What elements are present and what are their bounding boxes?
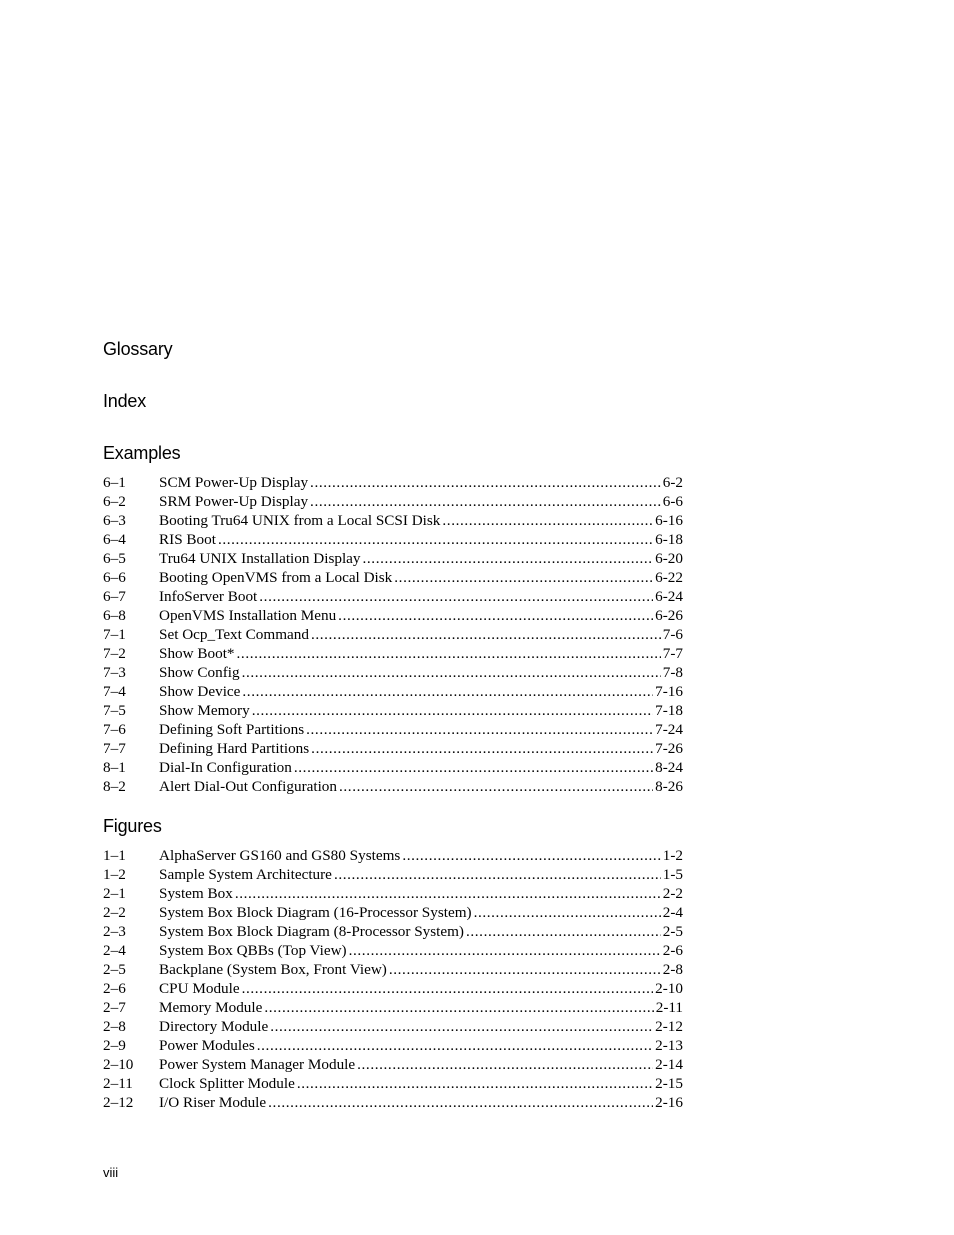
entry-title: Sample System Architecture [159, 866, 332, 883]
entry-page: 6-2 [662, 474, 683, 491]
entry-page: 8-24 [655, 759, 683, 776]
dot-leader [442, 511, 653, 530]
entry-title: Show Memory [159, 702, 250, 719]
entry-number: 2–2 [103, 904, 126, 921]
entry-number: 2–3 [103, 923, 126, 940]
dot-leader [349, 941, 661, 960]
examples-entry[interactable] [103, 511, 683, 530]
entry-title: SRM Power-Up Display [159, 493, 309, 510]
entry-page: 8-26 [655, 778, 683, 795]
dot-leader [264, 998, 653, 1017]
entry-title: SCM Power-Up Display [159, 474, 309, 491]
entry-title: Tru64 UNIX Installation Display [159, 550, 361, 567]
entry-number: 2–6 [103, 980, 126, 997]
entry-title: AlphaServer GS160 and GS80 Systems [159, 847, 401, 864]
entry-title: Memory Module [159, 999, 263, 1016]
dot-leader [235, 884, 661, 903]
dot-leader [466, 922, 661, 941]
dot-leader [389, 960, 661, 979]
figures-entry[interactable] [103, 1017, 683, 1036]
entry-number: 2–8 [103, 1018, 126, 1035]
entry-page: 1-2 [662, 847, 683, 864]
dot-leader [252, 701, 653, 720]
entry-number: 7–2 [103, 645, 126, 662]
entry-page: 2-11 [655, 999, 683, 1016]
entry-page: 2-10 [655, 980, 683, 997]
dot-leader [363, 549, 654, 568]
entry-title: Defining Soft Partitions [159, 721, 305, 738]
figures-entry[interactable] [103, 998, 683, 1017]
index-heading: Index [103, 391, 147, 411]
examples-entry[interactable] [103, 777, 683, 796]
dot-leader [339, 777, 653, 796]
entry-page: 2-6 [662, 942, 683, 959]
entry-page: 2-12 [655, 1018, 683, 1035]
entry-page: 6-26 [655, 607, 683, 624]
entry-number: 1–1 [103, 847, 126, 864]
figures-entry[interactable] [103, 960, 683, 979]
entry-page: 2-4 [662, 904, 683, 921]
entry-title: Booting Tru64 UNIX from a Local SCSI Disk [159, 512, 441, 529]
figures-entry[interactable] [103, 846, 683, 865]
entry-page: 7-6 [662, 626, 683, 643]
examples-entry[interactable] [103, 682, 683, 701]
entry-number: 6–6 [103, 569, 126, 586]
dot-leader [257, 1036, 653, 1055]
dot-leader [242, 979, 654, 998]
entry-page: 2-16 [655, 1094, 683, 1111]
entry-title: Booting OpenVMS from a Local Disk [159, 569, 393, 586]
page-number: viii [103, 1165, 119, 1180]
entry-title: Backplane (System Box, Front View) [159, 961, 387, 978]
figures-entry[interactable] [103, 1093, 683, 1112]
entry-number: 2–7 [103, 999, 126, 1016]
entry-number: 1–2 [103, 866, 126, 883]
dot-leader [242, 663, 661, 682]
examples-entry[interactable] [103, 606, 683, 625]
entry-title: Power System Manager Module [159, 1056, 356, 1073]
entry-page: 6-20 [655, 550, 683, 567]
entry-page: 7-7 [662, 645, 683, 662]
figures-list [103, 846, 683, 1112]
entry-title: Show Boot* [159, 645, 235, 662]
entry-page: 6-22 [655, 569, 683, 586]
entry-page: 2-14 [655, 1056, 683, 1073]
dot-leader [310, 492, 661, 511]
entry-number: 6–7 [103, 588, 126, 605]
entry-title: I/O Riser Module [159, 1094, 267, 1111]
figures-entry[interactable] [103, 903, 683, 922]
figures-entry[interactable] [103, 1036, 683, 1055]
entry-number: 2–5 [103, 961, 126, 978]
dot-leader [268, 1093, 653, 1112]
entry-number: 2–12 [103, 1094, 134, 1111]
figures-entry[interactable] [103, 1055, 683, 1074]
dot-leader [270, 1017, 653, 1036]
entry-page: 7-26 [655, 740, 683, 757]
dot-leader [402, 846, 660, 865]
entry-number: 7–5 [103, 702, 126, 719]
entry-page: 2-5 [662, 923, 683, 940]
examples-heading: Examples [103, 443, 181, 463]
entry-number: 2–4 [103, 942, 126, 959]
examples-entry[interactable] [103, 473, 683, 492]
dot-leader [311, 739, 653, 758]
entry-number: 2–9 [103, 1037, 126, 1054]
entry-title: OpenVMS Installation Menu [159, 607, 337, 624]
examples-entry[interactable] [103, 530, 683, 549]
examples-entry[interactable] [103, 663, 683, 682]
entry-page: 2-2 [662, 885, 683, 902]
entry-page: 2-8 [662, 961, 683, 978]
entry-number: 2–1 [103, 885, 126, 902]
entry-page: 7-24 [655, 721, 683, 738]
entry-number: 6–8 [103, 607, 126, 624]
examples-entry[interactable] [103, 587, 683, 606]
entry-title: System Box QBBs (Top View) [159, 942, 347, 959]
dot-leader [311, 625, 661, 644]
entry-number: 7–1 [103, 626, 126, 643]
examples-entry[interactable] [103, 758, 683, 777]
entry-page: 6-6 [662, 493, 683, 510]
entry-title: Show Config [159, 664, 240, 681]
entry-title: Defining Hard Partitions [159, 740, 310, 757]
entry-title: Alert Dial-Out Configuration [159, 778, 337, 795]
entry-number: 8–1 [103, 759, 126, 776]
dot-leader [297, 1074, 653, 1093]
dot-leader [394, 568, 653, 587]
entry-page: 7-16 [655, 683, 683, 700]
entry-page: 6-18 [655, 531, 683, 548]
examples-entry[interactable] [103, 701, 683, 720]
entry-number: 7–3 [103, 664, 126, 681]
entry-title: Clock Splitter Module [159, 1075, 295, 1092]
dot-leader [306, 720, 653, 739]
examples-entry[interactable] [103, 644, 683, 663]
dot-leader [237, 644, 661, 663]
entry-number: 2–10 [103, 1056, 134, 1073]
figures-heading: Figures [103, 816, 162, 836]
entry-page: 6-16 [655, 512, 683, 529]
dot-leader [294, 758, 653, 777]
dot-leader [357, 1055, 653, 1074]
examples-entry[interactable] [103, 625, 683, 644]
entry-number: 6–1 [103, 474, 126, 491]
dot-leader [218, 530, 653, 549]
figures-entry[interactable] [103, 865, 683, 884]
examples-entry[interactable] [103, 568, 683, 587]
entry-page: 2-13 [655, 1037, 683, 1054]
entry-title: System Box Block Diagram (16-Processor System) [159, 904, 472, 921]
entry-number: 6–3 [103, 512, 126, 529]
figures-entry[interactable] [103, 884, 683, 903]
examples-entry[interactable] [103, 549, 683, 568]
glossary-heading: Glossary [103, 339, 173, 359]
examples-list [103, 473, 683, 796]
dot-leader [242, 682, 653, 701]
entry-number: 6–2 [103, 493, 126, 510]
dot-leader [474, 903, 661, 922]
figures-entry[interactable] [103, 979, 683, 998]
entry-number: 2–11 [103, 1075, 133, 1092]
entry-page: 2-15 [655, 1075, 683, 1092]
entry-page: 7-8 [662, 664, 683, 681]
entry-number: 7–7 [103, 740, 126, 757]
examples-entry[interactable] [103, 739, 683, 758]
entry-page: 1-5 [662, 866, 683, 883]
entry-title: Directory Module [159, 1018, 269, 1035]
figures-entry[interactable] [103, 941, 683, 960]
entry-title: Power Modules [159, 1037, 255, 1054]
figures-entry[interactable] [103, 1074, 683, 1093]
entry-title: System Box [159, 885, 233, 902]
entry-title: Show Device [159, 683, 241, 700]
dot-leader [310, 473, 661, 492]
entry-title: System Box Block Diagram (8-Processor System) [159, 923, 464, 940]
entry-number: 7–6 [103, 721, 126, 738]
entry-number: 7–4 [103, 683, 126, 700]
entry-title: Set Ocp_Text Command [159, 626, 309, 643]
entry-number: 6–4 [103, 531, 126, 548]
examples-entry[interactable] [103, 720, 683, 739]
dot-leader [338, 606, 653, 625]
entry-title: RIS Boot [159, 531, 216, 548]
entry-number: 8–2 [103, 778, 126, 795]
entry-title: InfoServer Boot [159, 588, 258, 605]
figures-entry[interactable] [103, 922, 683, 941]
entry-page: 7-18 [655, 702, 683, 719]
dot-leader [334, 865, 661, 884]
entry-page: 6-24 [655, 588, 683, 605]
examples-entry[interactable] [103, 492, 683, 511]
dot-leader [259, 587, 653, 606]
entry-number: 6–5 [103, 550, 126, 567]
entry-title: CPU Module [159, 980, 240, 997]
entry-title: Dial-In Configuration [159, 759, 292, 776]
